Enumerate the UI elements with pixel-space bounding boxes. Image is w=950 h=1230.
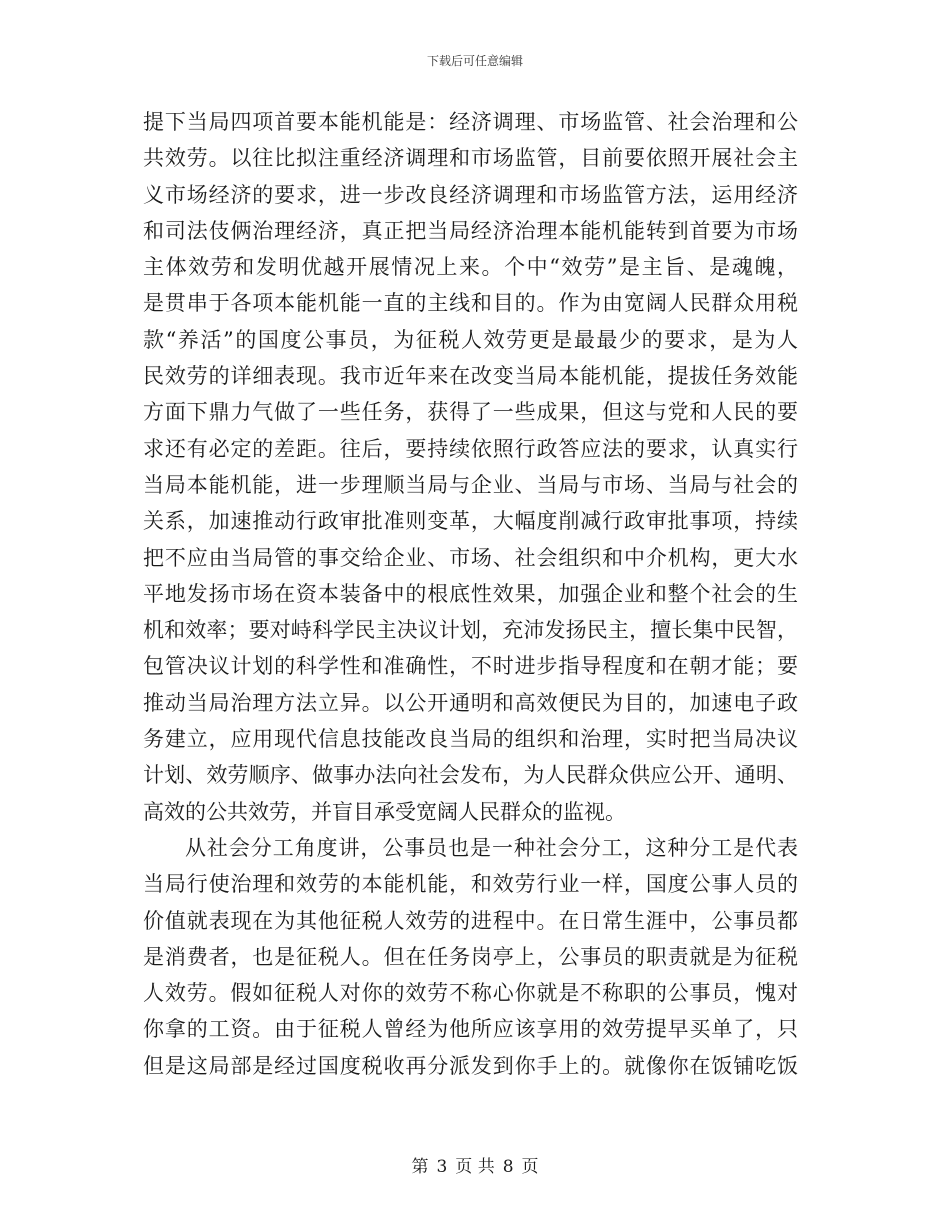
- text-line: 当局本能机能，进一步理顺当局与企业、当局与市场、当局与社会的: [143, 472, 798, 497]
- text-line: 包管决议计划的科学性和准确性，不时进步指导程度和在朝才能；要: [143, 654, 798, 679]
- text-line: 是消费者，也是征税人。但在任务岗亭上，公事员的职责就是为征税: [143, 944, 798, 969]
- text-line: 平地发扬市场在资本装备中的根底性效果，加强企业和整个社会的生: [143, 581, 798, 606]
- text-line: 和司法伎俩治理经济，真正把当局经济治理本能机能转到首要为市场: [143, 218, 798, 243]
- text-line: 推动当局治理方法立异。以公开通明和高效便民为目的，加速电子政: [143, 690, 798, 715]
- text-line: 但是这局部是经过国度税收再分派发到你手上的。就像你在饭铺吃饭: [143, 1053, 798, 1078]
- text-line: 务建立，应用现代信息技能改良当局的组织和治理，实时把当局决议: [143, 727, 798, 752]
- text-line: 你拿的工资。由于征税人曾经为他所应该享用的效劳提早买单了，只: [143, 1017, 798, 1042]
- text-line: 人效劳。假如征税人对你的效劳不称心你就是不称职的公事员，愧对: [143, 981, 798, 1006]
- text-line: 从社会分工角度讲，公事员也是一种社会分工，这种分工是代表: [185, 835, 798, 860]
- text-line: 把不应由当局管的事交给企业、市场、社会组织和中介机构，更大水: [143, 545, 798, 570]
- text-line: 义市场经济的要求，进一步改良经济调理和市场监管方法，运用经济: [143, 182, 798, 207]
- text-line: 高效的公共效劳，并盲目承受宽阔人民群众的监视。: [143, 799, 626, 824]
- text-line: 是贯串于各项本能机能一直的主线和目的。作为由宽阔人民群众用税: [143, 291, 798, 316]
- text-line: 关系，加速推动行政审批准则变革，大幅度削减行政审批事项，持续: [143, 509, 798, 534]
- paragraph: [143, 104, 798, 830]
- text-line: 求还有必定的差距。往后，要持续依照行政答应法的要求，认真实行: [143, 436, 798, 461]
- page-label-mid: 页 共: [455, 1157, 495, 1177]
- text-line: 当局行使治理和效劳的本能机能，和效劳行业一样，国度公事人员的: [143, 872, 798, 897]
- document-body: [143, 104, 798, 1084]
- text-line: 计划、效劳顺序、做事办法向社会发布，为人民群众供应公开、通明、: [143, 763, 798, 788]
- page-header: 下载后可任意编辑: [426, 54, 523, 68]
- total-pages-number: 8: [502, 1157, 514, 1177]
- current-page-number: 3: [436, 1157, 448, 1177]
- text-line: 款“养活”的国度公事员，为征税人效劳更是最最少的要求，是为人: [143, 327, 798, 352]
- text-line: 共效劳。以往比拟注重经济调理和市场监管，目前要依照开展社会主: [143, 146, 798, 171]
- text-line: 机和效率；要对峙科学民主决议计划，充沛发扬民主，擅长集中民智，: [143, 618, 798, 643]
- page-footer: [0, 1152, 950, 1177]
- text-line: 主体效劳和发明优越开展情况上来。个中“效劳”是主旨、是魂魄，: [143, 255, 798, 280]
- text-line: 方面下鼎力气做了一些任务，获得了一些成果，但这与党和人民的要: [143, 400, 798, 425]
- text-line: 价值就表现在为其他征税人效劳的进程中。在日常生涯中，公事员都: [143, 908, 798, 933]
- paragraph: [143, 830, 798, 1084]
- page-label-suffix: 页: [521, 1157, 539, 1177]
- page-label-prefix: 第: [411, 1157, 429, 1177]
- text-line: 民效劳的详细表现。我市近年来在改变当局本能机能，提拔任务效能: [143, 364, 798, 389]
- text-line: 提下当局四项首要本能机能是：经济调理、市场监管、社会治理和公: [143, 110, 798, 134]
